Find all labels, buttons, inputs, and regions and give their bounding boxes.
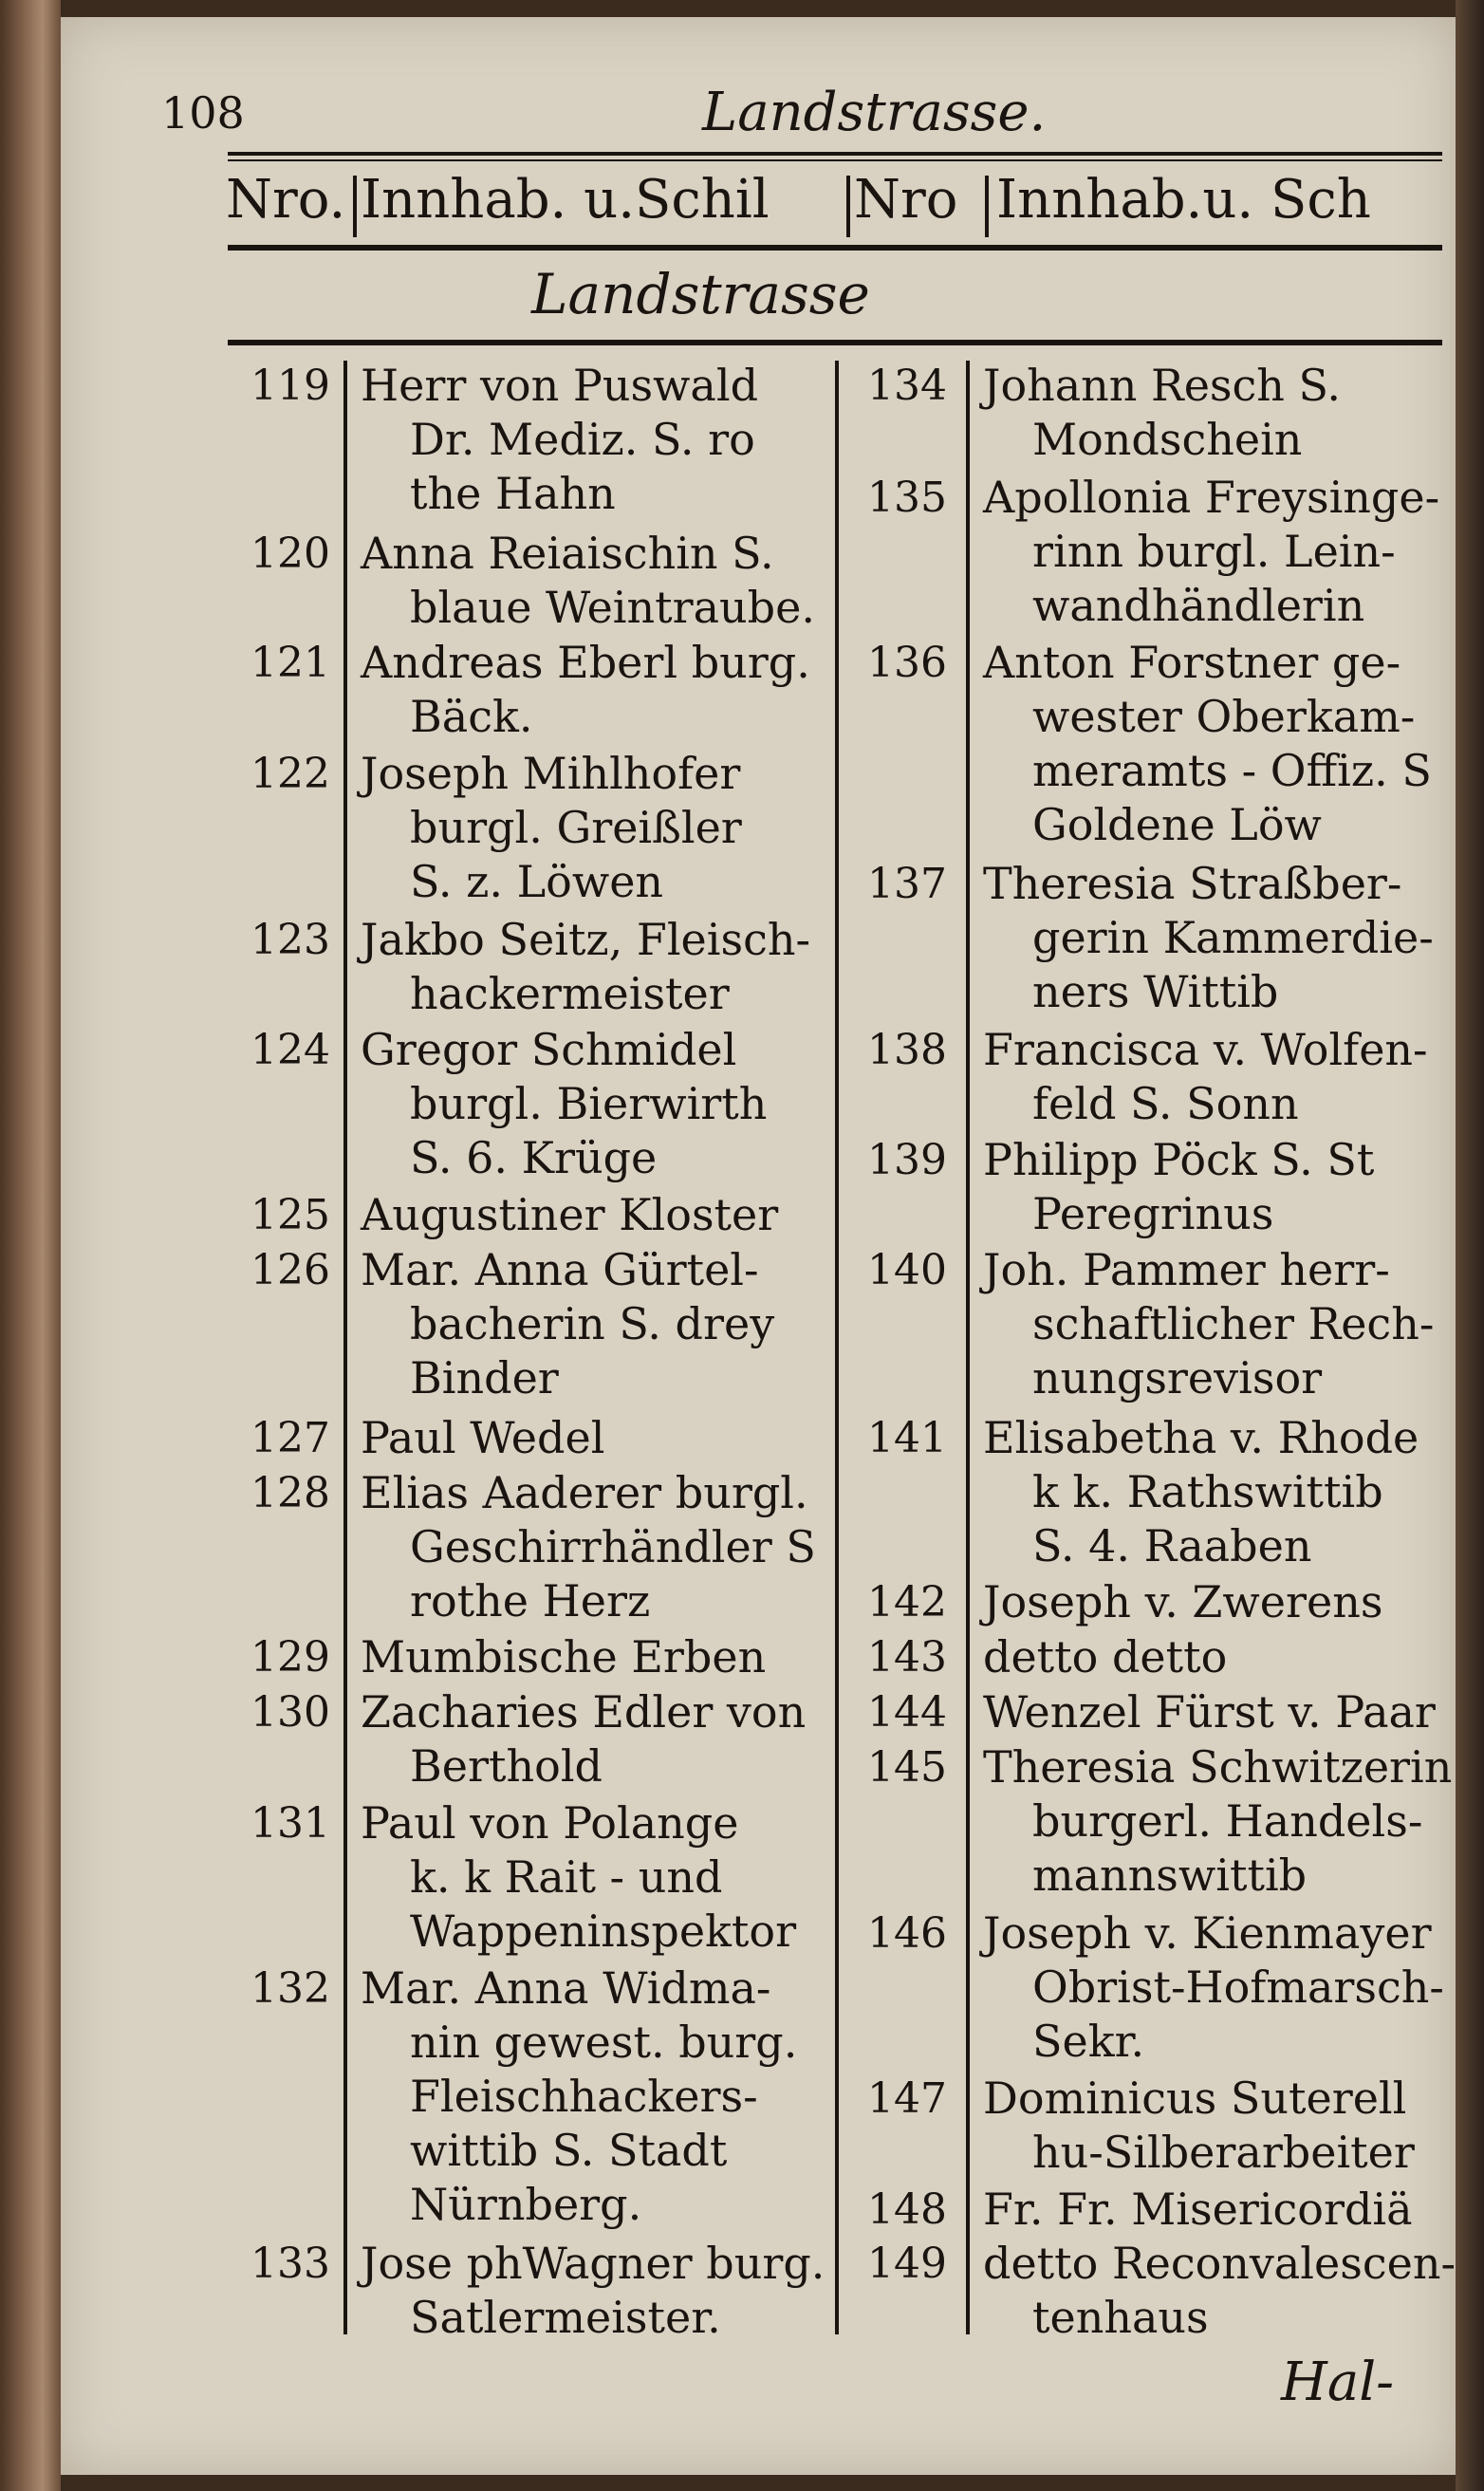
entry-line: k. k Rait - und	[410, 1851, 723, 1903]
entry-147	[983, 2072, 1415, 2180]
entry-line: meramts - Offiz. S	[1032, 745, 1432, 796]
entry-line: nungsrevisor	[1032, 1352, 1323, 1404]
entry-line: Jakbo Seitz, Fleisch-	[361, 914, 811, 965]
entry-line: nin gewest. burg.	[410, 2017, 798, 2068]
entry-line: Dr. Mediz. S. ro	[410, 414, 755, 465]
column-divider-left	[343, 361, 347, 2334]
entry-line: Anna Reiaischin S.	[361, 528, 774, 579]
entry-number: 119	[250, 362, 330, 410]
entry-number: 148	[867, 2185, 947, 2234]
entry-138	[983, 1023, 1428, 1131]
entry-number: 138	[867, 1026, 947, 1074]
entry-124	[361, 1023, 767, 1185]
entry-line: Geschirrhändler S	[410, 1521, 816, 1572]
entry-line: Elias Aaderer burgl.	[361, 1467, 808, 1518]
entry-number: 146	[867, 1909, 947, 1958]
entry-148	[983, 2183, 1413, 2237]
entry-line: feld S. Sonn	[1032, 1078, 1299, 1129]
entry-number: 147	[867, 2074, 947, 2123]
entry-line: Jose phWagner burg.	[361, 2238, 825, 2289]
entry-line: rothe Herz	[410, 1575, 651, 1627]
entry-line: Mar. Anna Widma-	[361, 1962, 771, 2014]
entry-line: Elisabetha v. Rhode	[983, 1412, 1419, 1463]
entry-number: 121	[250, 639, 330, 687]
entry-123	[361, 913, 810, 1021]
entry-line: schaftlicher Rech-	[1032, 1298, 1435, 1349]
entry-number: 126	[250, 1246, 330, 1294]
entry-line: Joseph v. Zwerens	[983, 1576, 1383, 1627]
entry-141	[983, 1411, 1419, 1573]
entry-number: 132	[250, 1964, 330, 2013]
entry-line: Zacharies Edler von	[361, 1686, 807, 1738]
entry-number: 131	[250, 1799, 330, 1848]
header-divider-3	[985, 176, 989, 237]
entry-line: burgerl. Handels-	[1032, 1795, 1423, 1847]
entry-number: 125	[250, 1191, 330, 1239]
entry-line: Goldene Löw	[1032, 799, 1322, 850]
entry-line: Joseph Mihlhofer	[361, 748, 741, 799]
entry-126	[361, 1243, 774, 1405]
entry-137	[983, 857, 1434, 1019]
entry-143	[983, 1630, 1227, 1684]
header-owner-right: Innhab.u. Sch	[996, 169, 1371, 231]
running-head	[161, 82, 1442, 154]
rule-under-section	[228, 340, 1442, 345]
entry-number: 124	[250, 1026, 330, 1074]
entry-number: 120	[250, 530, 330, 578]
entry-139	[983, 1133, 1374, 1241]
entry-119	[361, 359, 758, 521]
entry-120	[361, 527, 815, 635]
entry-line: Mondschein	[1032, 414, 1303, 465]
entry-146	[983, 1906, 1444, 2069]
entry-line: mannswittib	[1032, 1850, 1308, 1901]
entry-line: Johann Resch S.	[983, 360, 1342, 411]
rule-under-header	[228, 245, 1442, 251]
entry-140	[983, 1243, 1434, 1405]
entry-line: Philipp Pöck S. St	[983, 1134, 1375, 1185]
entry-number: 122	[250, 750, 330, 798]
entry-line: rinn burgl. Lein-	[1032, 526, 1396, 577]
entry-line: Mar. Anna Gürtel-	[361, 1244, 759, 1295]
column-divider-center	[835, 361, 839, 2334]
page-number: 108	[161, 87, 245, 139]
entry-line: Satlermeister.	[410, 2292, 721, 2343]
entry-145	[983, 1740, 1452, 1903]
entry-line: the Hahn	[410, 468, 616, 519]
entry-line: bacherin S. drey	[410, 1298, 775, 1349]
entry-line: Joseph v. Kienmayer	[983, 1907, 1432, 1959]
entry-number: 145	[867, 1743, 947, 1792]
column-divider-right	[966, 361, 970, 2334]
entry-number: 128	[250, 1469, 330, 1517]
entry-number: 133	[250, 2240, 330, 2288]
entry-line: blaue Weintraube.	[410, 582, 815, 633]
entry-125	[361, 1188, 778, 1242]
entry-number: 144	[867, 1688, 947, 1737]
entry-line: Paul von Polange	[361, 1797, 739, 1849]
entry-number: 129	[250, 1633, 330, 1682]
running-title: Landstrasse.	[702, 82, 1047, 143]
catchword: Hal-	[1281, 2352, 1395, 2413]
entry-line: gerin Kammerdie-	[1032, 912, 1434, 963]
entry-number: 135	[867, 474, 947, 522]
entry-line: Wappeninspektor	[410, 1905, 797, 1957]
entry-line: S. 6. Krüge	[410, 1132, 658, 1183]
entry-line: detto Reconvalescen-	[983, 2238, 1456, 2289]
entry-line: wittib S. Stadt	[410, 2125, 728, 2176]
entry-line: Andreas Eberl burg.	[361, 637, 810, 688]
entry-number: 127	[250, 1414, 330, 1462]
book-spine	[0, 0, 61, 2491]
entry-129	[361, 1630, 766, 1684]
entry-number: 141	[867, 1414, 947, 1462]
entry-136	[983, 636, 1432, 852]
entry-131	[361, 1796, 796, 1959]
entry-line: wester Oberkam-	[1032, 691, 1416, 742]
entry-line: hackermeister	[410, 968, 730, 1019]
entry-line: Dominicus Suterell	[983, 2073, 1407, 2124]
section-title: Landstrasse	[531, 262, 870, 326]
entry-122	[361, 747, 742, 909]
entry-line: Theresia Straßber-	[983, 858, 1402, 909]
entry-line: Apollonia Freysinge-	[983, 472, 1440, 523]
entry-line: Binder	[410, 1352, 559, 1404]
entry-121	[361, 636, 810, 744]
entry-line: Fr. Fr. Misericordiä	[983, 2184, 1413, 2235]
page-edge	[1456, 0, 1484, 2491]
entry-number: 123	[250, 916, 330, 964]
entry-line: Joh. Pammer herr-	[983, 1244, 1390, 1295]
header-divider-2	[846, 176, 850, 237]
entry-128	[361, 1466, 816, 1628]
entry-number: 137	[867, 860, 947, 908]
entry-line: k k. Rathswittib	[1032, 1466, 1383, 1517]
entry-line: S. z. Löwen	[410, 856, 664, 907]
entry-line: Sekr.	[1032, 2016, 1145, 2067]
entry-line: burgl. Greißler	[410, 802, 742, 853]
entry-line: Augustiner Kloster	[361, 1189, 779, 1240]
entry-number: 142	[867, 1578, 947, 1627]
entry-132	[361, 1961, 797, 2232]
entry-135	[983, 471, 1439, 633]
entry-line: Bäck.	[410, 691, 533, 742]
entry-142	[983, 1575, 1382, 1629]
entry-line: Mumbische Erben	[361, 1631, 767, 1682]
entry-line: Obrist-Hofmarsch-	[1032, 1961, 1444, 2013]
entry-line: Wenzel Fürst v. Paar	[983, 1686, 1436, 1738]
entry-number: 134	[867, 362, 947, 410]
entry-line: tenhaus	[1032, 2292, 1209, 2343]
header-nro-left: Nro.	[226, 169, 346, 231]
entry-line: Anton Forstner ge-	[983, 637, 1401, 688]
entry-number: 136	[867, 639, 947, 687]
entry-line: S. 4. Raaben	[1032, 1520, 1312, 1571]
entry-number: 149	[867, 2240, 947, 2288]
entry-line: Franciscа v. Wolfen-	[983, 1024, 1428, 1075]
entry-line: Gregor Schmidel	[361, 1024, 737, 1075]
entry-number: 143	[867, 1633, 947, 1682]
header-divider-1	[353, 176, 357, 237]
entry-127	[361, 1411, 604, 1465]
entry-130	[361, 1685, 806, 1794]
header-nro-right: Nro	[854, 169, 958, 231]
entry-line: Berthold	[410, 1740, 603, 1792]
entry-line: wandhändlerin	[1032, 580, 1365, 631]
entry-line: Fleischhackers-	[410, 2071, 758, 2122]
entry-number: 130	[250, 1688, 330, 1737]
entry-134	[983, 359, 1341, 467]
entry-line: Peregrinus	[1032, 1188, 1274, 1239]
entry-line: Herr von Puswald	[361, 360, 759, 411]
entry-line: Paul Wedel	[361, 1412, 605, 1463]
entry-number: 140	[867, 1246, 947, 1294]
entry-line: Nürnberg.	[410, 2179, 642, 2230]
rule-top	[228, 152, 1442, 156]
entry-line: burgl. Bierwirth	[410, 1078, 768, 1129]
entry-line: ners Wittib	[1032, 966, 1279, 1017]
entry-line: detto detto	[983, 1631, 1228, 1682]
entry-number: 139	[867, 1136, 947, 1184]
rule-top-thin	[228, 159, 1442, 161]
entry-149	[983, 2237, 1456, 2345]
entry-line: Theresia Schwitzerin	[983, 1741, 1453, 1793]
entry-133	[361, 2237, 825, 2345]
entry-144	[983, 1685, 1436, 1739]
entry-line: hu-Silberarbeiter	[1032, 2127, 1415, 2178]
header-owner-left: Innhab. u.Schil	[361, 169, 770, 231]
